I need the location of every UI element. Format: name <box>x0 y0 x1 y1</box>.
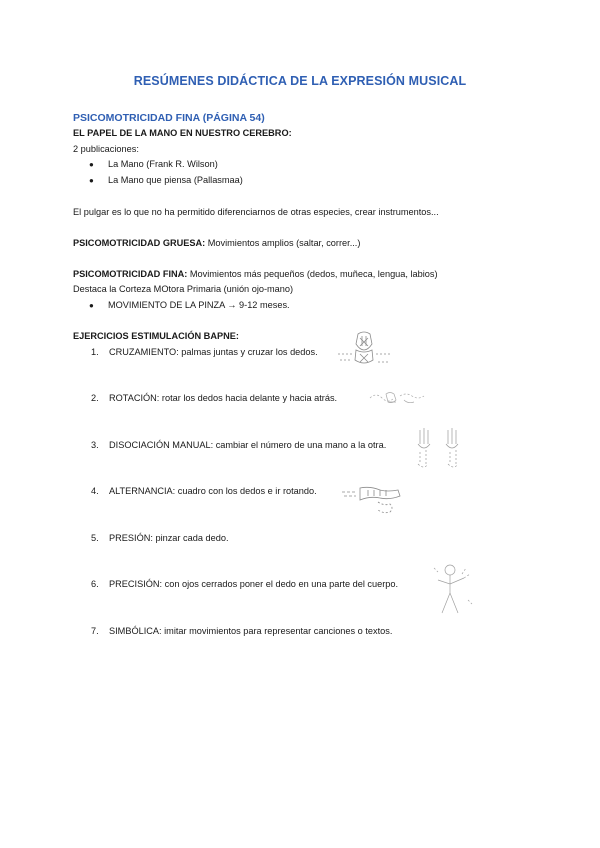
hands-dissociation-sketch-icon <box>414 426 464 470</box>
gruesa-text: Movimientos amplios (saltar, correr...) <box>205 238 361 248</box>
exercise-text: ROTACIÓN: rotar los dedos hacia delante y hacia atrás. <box>109 393 338 403</box>
exercise-text: SIMBÓLICA: imitar movimientos para representar canciones o textos. <box>109 626 393 636</box>
exercise-item <box>91 393 337 403</box>
exercise-item <box>91 347 318 357</box>
exercise-number: 4. <box>91 486 99 496</box>
section-title: PSICOMOTRICIDAD FINA (PÁGINA 54) <box>73 112 265 124</box>
mano-intro: 2 publicaciones: <box>73 144 139 154</box>
ejercicios-heading: EJERCICIOS ESTIMULACIÓN BAPNE: <box>73 331 239 341</box>
exercise-text: PRESIÓN: pinzar cada dedo. <box>109 533 229 543</box>
corteza-text: Destaca la Corteza MOtora Primaria (unión ojo-mano) <box>73 284 294 294</box>
fina-text: Movimientos más pequeños (dedos, muñeca, lengua, labios) <box>187 269 438 279</box>
fina-paragraph <box>73 269 438 279</box>
gruesa-label: PSICOMOTRICIDAD GRUESA: <box>73 238 206 248</box>
exercise-number: 2. <box>91 393 99 403</box>
list-item <box>89 175 243 185</box>
exercise-number: 7. <box>91 626 99 636</box>
exercise-text: CRUZAMIENTO: palmas juntas y cruzar los dedos. <box>109 347 318 357</box>
list-item <box>89 300 290 310</box>
exercise-text: DISOCIACIÓN MANUAL: cambiar el número de una mano a la otra. <box>109 440 387 450</box>
bullet-dot-icon: ● <box>89 301 94 310</box>
exercise-text: PRECISIÓN: con ojos cerrados poner el dedo en una parte del cuerpo. <box>109 579 399 589</box>
exercise-number: 1. <box>91 347 99 357</box>
list-item-text: La Mano que piensa (Pallasmaa) <box>108 175 243 185</box>
hands-crossed-sketch-icon <box>336 330 392 370</box>
hand-precision-sketch-icon <box>428 560 478 620</box>
exercise-item <box>91 579 398 589</box>
exercise-item <box>91 626 392 636</box>
fina-label: PSICOMOTRICIDAD FINA: <box>73 269 188 279</box>
exercise-item <box>91 486 317 496</box>
gruesa-paragraph <box>73 238 360 248</box>
bullet-dot-icon: ● <box>89 160 94 169</box>
exercise-number: 5. <box>91 533 99 543</box>
hands-alternation-sketch-icon <box>338 482 406 518</box>
exercise-number: 3. <box>91 440 99 450</box>
exercise-text: ALTERNANCIA: cuadro con los dedos e ir rotando. <box>109 486 317 496</box>
exercise-item <box>91 440 386 450</box>
bullet-dot-icon: ● <box>89 176 94 185</box>
page-title: RESÚMENES DIDÁCTICA DE LA EXPRESIÓN MUSICAL <box>133 74 467 88</box>
list-item-text: MOVIMIENTO DE LA PINZA → 9-12 meses. <box>108 300 290 310</box>
hands-rotation-sketch-icon <box>368 388 430 410</box>
pulgar-text: El pulgar es lo que no ha permitido diferenciarnos de otras especies, crear instrumentos... <box>73 207 439 217</box>
mano-heading: EL PAPEL DE LA MANO EN NUESTRO CEREBRO: <box>73 128 292 138</box>
exercise-number: 6. <box>91 579 99 589</box>
exercise-item <box>91 533 229 543</box>
list-item-text: La Mano (Frank R. Wilson) <box>108 159 218 169</box>
list-item <box>89 159 218 169</box>
